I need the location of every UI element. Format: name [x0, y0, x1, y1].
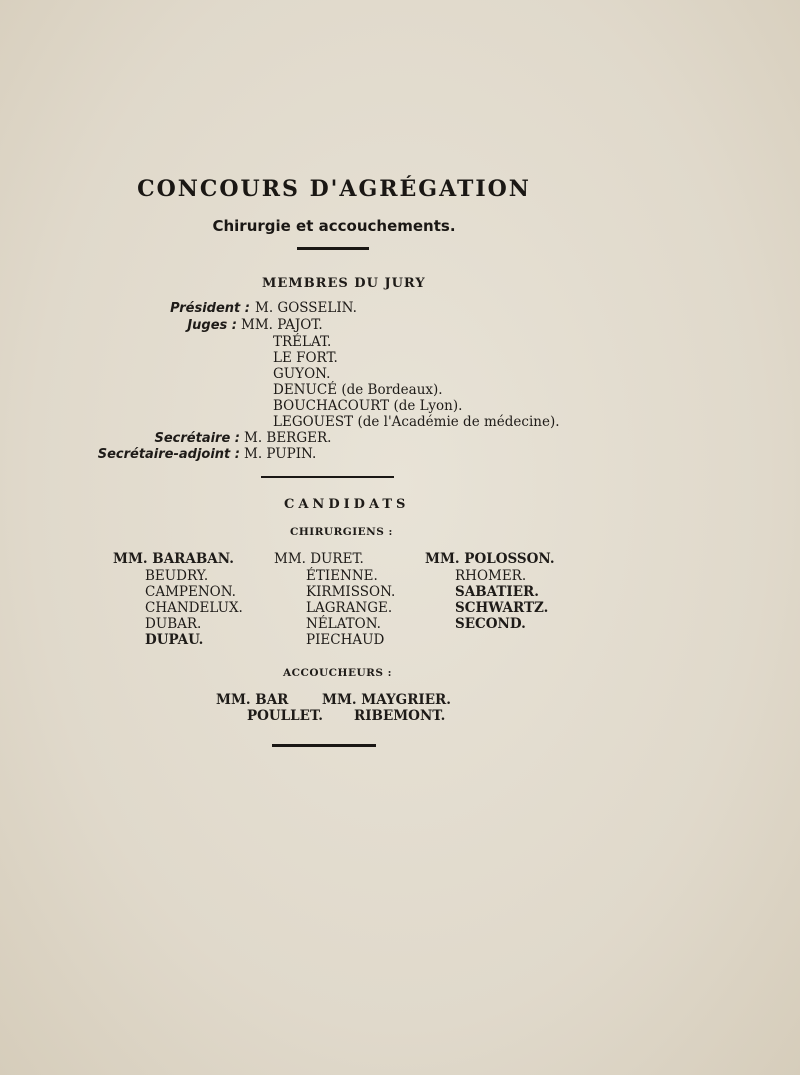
candidat-col2-1: MM. DURET. — [274, 551, 364, 567]
chirurgiens-label: CHIRURGIENS : — [290, 526, 393, 538]
candidat-col3-5: SECOND. — [455, 616, 526, 632]
candidat-col3-3: SABATIER. — [455, 584, 539, 600]
juge-4: GUYON. — [273, 366, 331, 382]
candidat-col1-4: CHANDELUX. — [145, 600, 243, 616]
divider-1 — [297, 247, 369, 250]
candidat-col1-6: DUPAU. — [145, 632, 204, 648]
president-label: Président : — [170, 301, 250, 316]
juge-7: LEGOUEST (de l'Académie de médecine). — [273, 414, 560, 430]
candidat-col1-1: MM. BARABAN. — [113, 551, 234, 567]
accoucheur-left-1: MM. BAR — [216, 692, 289, 708]
juge-3: LE FORT. — [273, 350, 338, 366]
secretaire-label: Secrétaire : — [154, 431, 240, 446]
secretaire-adjoint-name: M. PUPIN. — [244, 446, 317, 462]
page-subtitle: Chirurgie et accouchements. — [212, 217, 456, 235]
jury-heading: MEMBRES DU JURY — [262, 276, 426, 291]
candidat-col1-5: DUBAR. — [145, 616, 202, 632]
secretaire-name: M. BERGER. — [244, 430, 332, 446]
page-title: CONCOURS D'AGRÉGATION — [137, 176, 531, 202]
juges-label: Juges : — [187, 318, 237, 333]
juge-6: BOUCHACOURT (de Lyon). — [273, 398, 463, 414]
candidat-col2-4: LAGRANGE. — [306, 600, 393, 616]
accoucheur-left-2: POULLET. — [247, 708, 323, 724]
president-name: M. GOSSELIN. — [255, 300, 357, 316]
candidat-col1-2: BEUDRY. — [145, 568, 209, 584]
candidat-col3-4: SCHWARTZ. — [455, 600, 549, 616]
candidat-col3-2: RHOMER. — [455, 568, 527, 584]
accoucheur-right-2: RIBEMONT. — [354, 708, 446, 724]
accoucheurs-label: ACCOUCHEURS : — [283, 667, 392, 679]
candidat-col2-3: KIRMISSON. — [306, 584, 396, 600]
secretaire-adjoint-label: Secrétaire-adjoint : — [97, 447, 240, 462]
show-through-text — [158, 258, 167, 288]
candidat-col2-6: PIECHAUD — [306, 632, 385, 648]
candidat-col2-2: ÉTIENNE. — [306, 568, 378, 584]
candidats-heading: CANDIDATS — [284, 497, 410, 512]
divider-3 — [272, 744, 376, 747]
candidat-col3-1: MM. POLOSSON. — [425, 551, 555, 567]
juge-5: DENUCÉ (de Bordeaux). — [273, 382, 443, 398]
candidat-col2-5: NÉLATON. — [306, 616, 381, 632]
accoucheur-right-1: MM. MAYGRIER. — [322, 692, 451, 708]
candidat-col1-3: CAMPENON. — [145, 584, 236, 600]
juge-2: TRÉLAT. — [273, 334, 332, 350]
divider-2 — [261, 476, 394, 478]
juge-1: MM. PAJOT. — [241, 317, 323, 333]
